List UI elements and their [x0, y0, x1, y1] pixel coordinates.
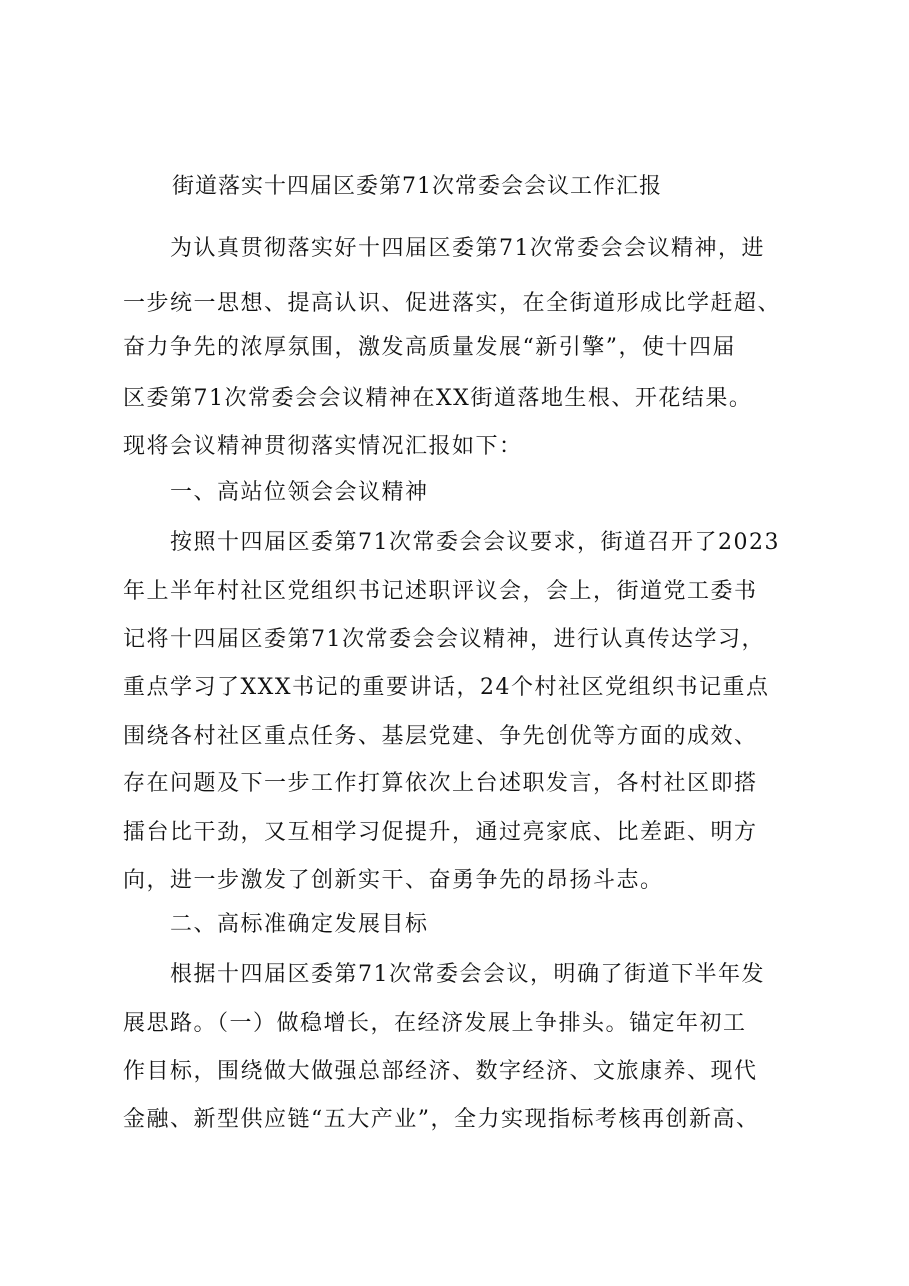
paragraph-line: 根据十四届区委第71次常委会会议，明确了街道下半年发	[123, 962, 765, 987]
document-title: 街道落实十四届区委第71次常委会会议工作汇报	[172, 174, 662, 199]
paragraph-line: 区委第71次常委会会议精神在XX街道落地生根、开花结果。	[123, 386, 753, 411]
paragraph-line: 一步统一思想、提高认识、促进落实，在全街道形成比学赶超、	[123, 291, 782, 316]
section-heading: 二、高标准确定发展目标	[123, 912, 429, 937]
paragraph-line: 现将会议精神贯彻落实情况汇报如下：	[123, 434, 523, 459]
paragraph-line: 为认真贯彻落实好十四届区委第71次常委会会议精神，进	[123, 236, 765, 261]
paragraph-line: 记将十四届区委第71次常委会会议精神，进行认真传达学习，	[123, 627, 765, 652]
paragraph-line: 擂台比干劲，又互相学习促提升，通过亮家底、比差距、明方	[123, 820, 758, 845]
paragraph-line: 存在问题及下一步工作打算依次上台述职发言，各村社区即搭	[123, 771, 758, 796]
paragraph-line: 年上半年村社区党组织书记述职评议会，会上，街道党工委书	[123, 579, 758, 604]
paragraph-line: 展思路。（一）做稳增长，在经济发展上争排头。锚定年初工	[123, 1011, 747, 1036]
paragraph-line: 按照十四届区委第71次常委会会议要求，街道召开了2023	[123, 530, 780, 555]
paragraph-line: 金融、新型供应链“五大产业”，全力实现指标考核再创新高、	[123, 1107, 760, 1132]
paragraph-line: 奋力争先的浓厚氛围，激发高质量发展“新引擎”，使十四届	[123, 335, 736, 360]
paragraph-line: 向，进一步激发了创新实干、奋勇争先的昂扬斗志。	[123, 868, 664, 893]
section-heading: 一、高站位领会会议精神	[123, 480, 429, 505]
paragraph-line: 围绕各村社区重点任务、基层党建、争先创优等方面的成效、	[123, 724, 758, 749]
paragraph-line: 重点学习了XXX书记的重要讲话，24个村社区党组织书记重点	[123, 675, 770, 700]
paragraph-line: 作目标，围绕做大做强总部经济、数字经济、文旅康养、现代	[123, 1059, 758, 1084]
